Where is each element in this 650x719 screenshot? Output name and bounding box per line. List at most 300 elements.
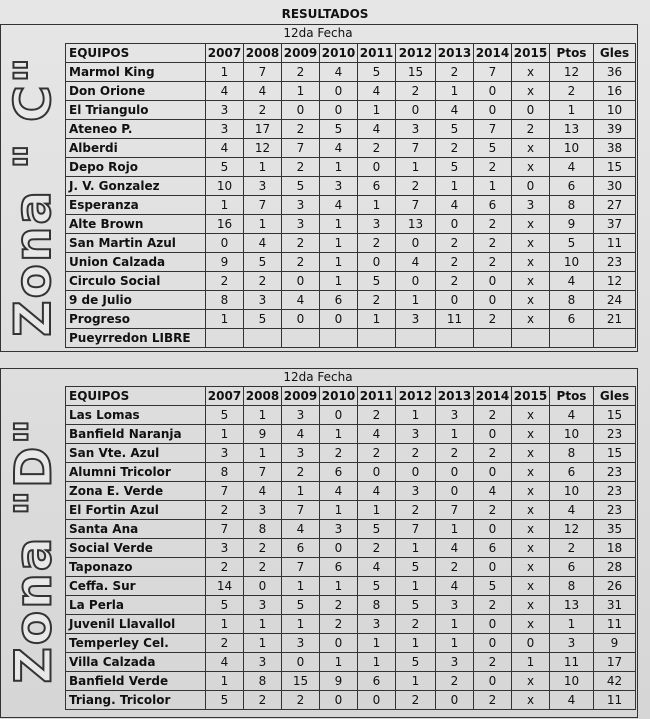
- team-name: Social Verde: [66, 539, 206, 558]
- cell-2015: x: [512, 615, 550, 634]
- cell-2015: x: [512, 596, 550, 615]
- table-row: [66, 177, 636, 196]
- cell-2014: 5: [474, 139, 512, 158]
- cell-2007: 1: [206, 196, 244, 215]
- cell-2014: 2: [474, 596, 512, 615]
- team-name: 9 de Julio: [66, 291, 206, 310]
- cell-2013: 1: [436, 520, 474, 539]
- cell-2013: 0: [436, 463, 474, 482]
- cell-2010: [320, 329, 358, 348]
- cell-2013: 2: [436, 234, 474, 253]
- team-name: San Martin Azul: [66, 234, 206, 253]
- cell-2010: 1: [320, 234, 358, 253]
- team-name: Banfield Naranja: [66, 425, 206, 444]
- cell-2009: 1: [282, 482, 320, 501]
- header-2008: 2008: [244, 44, 282, 63]
- cell-2010: 1: [320, 215, 358, 234]
- cell-2010: 1: [320, 501, 358, 520]
- cell-ptos: 10: [550, 482, 594, 501]
- header-2010: 2010: [320, 387, 358, 406]
- cell-gles: 11: [594, 691, 636, 710]
- cell-2012: 15: [396, 63, 436, 82]
- cell-2007: 1: [206, 63, 244, 82]
- cell-2011: 8: [358, 596, 396, 615]
- cell-2010: 5: [320, 120, 358, 139]
- cell-2015: 2: [512, 120, 550, 139]
- cell-2008: 7: [244, 63, 282, 82]
- cell-2007: 10: [206, 177, 244, 196]
- cell-2014: 2: [474, 215, 512, 234]
- cell-2011: 5: [358, 520, 396, 539]
- cell-2009: 0: [282, 653, 320, 672]
- cell-2012: 5: [396, 558, 436, 577]
- cell-2015: x: [512, 539, 550, 558]
- cell-2008: 4: [244, 234, 282, 253]
- team-name: La Perla: [66, 596, 206, 615]
- cell-2007: 1: [206, 615, 244, 634]
- cell-gles: 15: [594, 158, 636, 177]
- cell-ptos: 10: [550, 253, 594, 272]
- cell-2008: 8: [244, 520, 282, 539]
- cell-2014: 5: [474, 577, 512, 596]
- cell-2011: 6: [358, 177, 396, 196]
- table-row: [66, 196, 636, 215]
- cell-ptos: 5: [550, 234, 594, 253]
- cell-2009: 0: [282, 272, 320, 291]
- table-row: [66, 539, 636, 558]
- cell-2012: 2: [396, 82, 436, 101]
- cell-gles: 37: [594, 215, 636, 234]
- cell-gles: 15: [594, 406, 636, 425]
- cell-2009: 4: [282, 291, 320, 310]
- cell-2015: x: [512, 406, 550, 425]
- cell-2014: 2: [474, 406, 512, 425]
- cell-2015: [512, 329, 550, 348]
- cell-2013: 4: [436, 101, 474, 120]
- cell-2008: 7: [244, 463, 282, 482]
- cell-2014: 1: [474, 177, 512, 196]
- cell-2009: 0: [282, 101, 320, 120]
- cell-ptos: 2: [550, 82, 594, 101]
- cell-gles: 36: [594, 63, 636, 82]
- cell-2007: 8: [206, 291, 244, 310]
- cell-ptos: 8: [550, 291, 594, 310]
- team-name: Ceffa. Sur: [66, 577, 206, 596]
- cell-2012: 0: [396, 101, 436, 120]
- team-name: J. V. Gonzalez: [66, 177, 206, 196]
- cell-ptos: 4: [550, 501, 594, 520]
- cell-2015: 3: [512, 196, 550, 215]
- cell-2007: 5: [206, 158, 244, 177]
- cell-2007: 5: [206, 406, 244, 425]
- cell-2012: 0: [396, 234, 436, 253]
- team-name: Las Lomas: [66, 406, 206, 425]
- cell-2008: 1: [244, 215, 282, 234]
- cell-ptos: 12: [550, 63, 594, 82]
- cell-2014: 7: [474, 120, 512, 139]
- team-name: Esperanza: [66, 196, 206, 215]
- table-row: [66, 406, 636, 425]
- zone-c-side-label: [2, 43, 64, 349]
- table-row: [66, 139, 636, 158]
- cell-2011: 1: [358, 196, 396, 215]
- cell-2015: 0: [512, 101, 550, 120]
- cell-2009: 2: [282, 120, 320, 139]
- cell-2011: 3: [358, 215, 396, 234]
- cell-2012: 1: [396, 291, 436, 310]
- cell-2010: 4: [320, 482, 358, 501]
- cell-ptos: 12: [550, 520, 594, 539]
- cell-2015: 0: [512, 634, 550, 653]
- zone-d-table: [65, 386, 636, 710]
- cell-2007: 1: [206, 672, 244, 691]
- cell-gles: 23: [594, 501, 636, 520]
- cell-2007: 2: [206, 634, 244, 653]
- cell-2014: 0: [474, 463, 512, 482]
- cell-2008: 12: [244, 139, 282, 158]
- cell-ptos: 11: [550, 653, 594, 672]
- table-row: [66, 215, 636, 234]
- header-ptos: Ptos: [550, 387, 594, 406]
- table-row: [66, 234, 636, 253]
- cell-2015: x: [512, 63, 550, 82]
- cell-2014: 2: [474, 310, 512, 329]
- team-name: Circulo Social: [66, 272, 206, 291]
- cell-2011: [358, 329, 396, 348]
- cell-2012: 1: [396, 634, 436, 653]
- cell-2009: 3: [282, 406, 320, 425]
- cell-gles: [594, 329, 636, 348]
- cell-gles: 31: [594, 596, 636, 615]
- cell-2007: 16: [206, 215, 244, 234]
- cell-2007: 5: [206, 596, 244, 615]
- header-2015: 2015: [512, 387, 550, 406]
- cell-2015: x: [512, 310, 550, 329]
- header-2011: 2011: [358, 44, 396, 63]
- team-name: El Fortin Azul: [66, 501, 206, 520]
- cell-gles: 9: [594, 634, 636, 653]
- zone-c-name: Zona " C": [4, 55, 62, 337]
- cell-2012: 4: [396, 253, 436, 272]
- cell-2012: 3: [396, 425, 436, 444]
- cell-2008: 3: [244, 596, 282, 615]
- cell-2011: 4: [358, 482, 396, 501]
- cell-2013: 7: [436, 501, 474, 520]
- cell-ptos: 4: [550, 691, 594, 710]
- cell-2010: 0: [320, 634, 358, 653]
- cell-2015: x: [512, 577, 550, 596]
- cell-2013: 2: [436, 558, 474, 577]
- table-header-row: [66, 387, 636, 406]
- cell-2013: 4: [436, 539, 474, 558]
- cell-gles: 26: [594, 577, 636, 596]
- cell-2012: 5: [396, 596, 436, 615]
- cell-gles: 23: [594, 253, 636, 272]
- cell-2011: 4: [358, 82, 396, 101]
- cell-2013: 11: [436, 310, 474, 329]
- cell-2009: 15: [282, 672, 320, 691]
- cell-2013: 2: [436, 63, 474, 82]
- cell-ptos: 4: [550, 272, 594, 291]
- cell-2008: 9: [244, 425, 282, 444]
- cell-2013: 5: [436, 158, 474, 177]
- cell-2011: 1: [358, 653, 396, 672]
- team-name: Depo Rojo: [66, 158, 206, 177]
- cell-2014: 2: [474, 501, 512, 520]
- cell-2009: 2: [282, 463, 320, 482]
- cell-2011: 2: [358, 234, 396, 253]
- cell-gles: 16: [594, 82, 636, 101]
- header-2014: 2014: [474, 44, 512, 63]
- cell-gles: 35: [594, 520, 636, 539]
- cell-gles: 24: [594, 291, 636, 310]
- cell-2008: 3: [244, 177, 282, 196]
- table-row: [66, 329, 636, 348]
- cell-2013: 1: [436, 615, 474, 634]
- cell-2013: 4: [436, 577, 474, 596]
- cell-2010: 0: [320, 310, 358, 329]
- table-row: [66, 501, 636, 520]
- cell-2013: 0: [436, 215, 474, 234]
- cell-2008: 5: [244, 253, 282, 272]
- cell-2008: 0: [244, 577, 282, 596]
- cell-2013: 3: [436, 653, 474, 672]
- table-row: [66, 291, 636, 310]
- cell-2008: 2: [244, 272, 282, 291]
- cell-2011: 3: [358, 615, 396, 634]
- header-2007: 2007: [206, 387, 244, 406]
- cell-2012: 0: [396, 272, 436, 291]
- cell-2015: x: [512, 234, 550, 253]
- cell-2015: x: [512, 520, 550, 539]
- team-name: El Triangulo: [66, 101, 206, 120]
- cell-2015: x: [512, 444, 550, 463]
- page-title: RESULTADOS: [281, 7, 369, 21]
- cell-2014: 0: [474, 291, 512, 310]
- cell-2008: 1: [244, 158, 282, 177]
- cell-2012: 7: [396, 196, 436, 215]
- cell-ptos: 10: [550, 672, 594, 691]
- cell-ptos: 13: [550, 596, 594, 615]
- cell-2013: 0: [436, 291, 474, 310]
- cell-2010: 4: [320, 139, 358, 158]
- cell-2013: 2: [436, 139, 474, 158]
- cell-2013: 1: [436, 634, 474, 653]
- cell-2009: 3: [282, 444, 320, 463]
- cell-2009: 2: [282, 63, 320, 82]
- cell-2014: 7: [474, 63, 512, 82]
- header-2013: 2013: [436, 44, 474, 63]
- cell-2008: 2: [244, 558, 282, 577]
- cell-2011: 4: [358, 558, 396, 577]
- cell-2013: 0: [436, 691, 474, 710]
- cell-2010: 0: [320, 82, 358, 101]
- cell-2009: 7: [282, 501, 320, 520]
- header-gles: Gles: [594, 44, 636, 63]
- cell-2009: 2: [282, 253, 320, 272]
- cell-2010: 0: [320, 101, 358, 120]
- cell-2012: 2: [396, 444, 436, 463]
- team-name: Union Calzada: [66, 253, 206, 272]
- cell-2009: [282, 329, 320, 348]
- table-row: [66, 310, 636, 329]
- team-name: Pueyrredon LIBRE: [66, 329, 206, 348]
- cell-2008: 3: [244, 291, 282, 310]
- cell-2008: 8: [244, 672, 282, 691]
- cell-2012: 3: [396, 482, 436, 501]
- cell-2013: 1: [436, 425, 474, 444]
- cell-2008: 4: [244, 482, 282, 501]
- cell-ptos: 1: [550, 615, 594, 634]
- cell-2010: 1: [320, 272, 358, 291]
- cell-ptos: 4: [550, 158, 594, 177]
- cell-2011: 5: [358, 63, 396, 82]
- cell-ptos: 10: [550, 425, 594, 444]
- cell-2011: 1: [358, 310, 396, 329]
- cell-2008: 4: [244, 82, 282, 101]
- table-header-row: [66, 44, 636, 63]
- cell-2014: 2: [474, 158, 512, 177]
- cell-2012: 2: [396, 501, 436, 520]
- cell-2010: 0: [320, 539, 358, 558]
- cell-2014: 2: [474, 444, 512, 463]
- header-2011: 2011: [358, 387, 396, 406]
- cell-gles: 21: [594, 310, 636, 329]
- cell-2015: x: [512, 158, 550, 177]
- cell-2007: 8: [206, 463, 244, 482]
- cell-2010: 4: [320, 196, 358, 215]
- cell-2015: x: [512, 139, 550, 158]
- cell-ptos: 2: [550, 539, 594, 558]
- cell-2014: 0: [474, 634, 512, 653]
- cell-2008: 1: [244, 634, 282, 653]
- team-name: Triang. Tricolor: [66, 691, 206, 710]
- cell-2012: 1: [396, 406, 436, 425]
- cell-2009: 1: [282, 82, 320, 101]
- header-ptos: Ptos: [550, 44, 594, 63]
- cell-2011: 0: [358, 691, 396, 710]
- table-row: [66, 615, 636, 634]
- cell-2009: 5: [282, 177, 320, 196]
- cell-2007: 4: [206, 653, 244, 672]
- cell-gles: 39: [594, 120, 636, 139]
- cell-2014: 0: [474, 558, 512, 577]
- cell-2012: 1: [396, 577, 436, 596]
- team-name: Temperley Cel.: [66, 634, 206, 653]
- cell-2012: 2: [396, 615, 436, 634]
- header-equipos: EQUIPOS: [66, 44, 206, 63]
- cell-2015: x: [512, 425, 550, 444]
- header-2015: 2015: [512, 44, 550, 63]
- header-2014: 2014: [474, 387, 512, 406]
- cell-2008: 2: [244, 539, 282, 558]
- cell-2009: 7: [282, 558, 320, 577]
- table-row: [66, 634, 636, 653]
- cell-2010: 0: [320, 406, 358, 425]
- table-row: [66, 672, 636, 691]
- table-row: [66, 158, 636, 177]
- team-name: Villa Calzada: [66, 653, 206, 672]
- cell-gles: 11: [594, 615, 636, 634]
- cell-2007: [206, 329, 244, 348]
- cell-2010: 1: [320, 253, 358, 272]
- cell-2013: [436, 329, 474, 348]
- cell-2014: 6: [474, 539, 512, 558]
- cell-2009: 2: [282, 234, 320, 253]
- header-2007: 2007: [206, 44, 244, 63]
- cell-2011: 0: [358, 253, 396, 272]
- header-equipos: EQUIPOS: [66, 387, 206, 406]
- cell-2010: 3: [320, 520, 358, 539]
- cell-2007: 14: [206, 577, 244, 596]
- cell-2008: 2: [244, 691, 282, 710]
- team-name: Zona E. Verde: [66, 482, 206, 501]
- cell-2015: x: [512, 291, 550, 310]
- zone-d-side-label: [2, 386, 64, 714]
- cell-2015: x: [512, 253, 550, 272]
- cell-2014: 0: [474, 82, 512, 101]
- cell-2013: 3: [436, 596, 474, 615]
- cell-2011: 2: [358, 539, 396, 558]
- cell-2011: 6: [358, 672, 396, 691]
- cell-2010: 0: [320, 691, 358, 710]
- cell-2014: 4: [474, 482, 512, 501]
- header-2012: 2012: [396, 44, 436, 63]
- cell-2014: 2: [474, 691, 512, 710]
- team-name: Don Orione: [66, 82, 206, 101]
- cell-2010: 9: [320, 672, 358, 691]
- cell-2011: 4: [358, 425, 396, 444]
- cell-2008: 7: [244, 196, 282, 215]
- header-2008: 2008: [244, 387, 282, 406]
- cell-2012: 2: [396, 177, 436, 196]
- cell-ptos: 9: [550, 215, 594, 234]
- table-row: [66, 272, 636, 291]
- table-row: [66, 520, 636, 539]
- team-name: Marmol King: [66, 63, 206, 82]
- cell-2010: 6: [320, 291, 358, 310]
- cell-2010: 2: [320, 596, 358, 615]
- cell-2007: 3: [206, 444, 244, 463]
- cell-2007: 3: [206, 539, 244, 558]
- table-row: [66, 253, 636, 272]
- cell-gles: 42: [594, 672, 636, 691]
- table-row: [66, 82, 636, 101]
- cell-2015: x: [512, 691, 550, 710]
- cell-2012: 5: [396, 653, 436, 672]
- cell-ptos: 8: [550, 444, 594, 463]
- cell-2012: 7: [396, 139, 436, 158]
- cell-2014: 2: [474, 653, 512, 672]
- cell-gles: 10: [594, 101, 636, 120]
- cell-2011: 2: [358, 406, 396, 425]
- cell-ptos: 8: [550, 196, 594, 215]
- cell-2007: 4: [206, 82, 244, 101]
- cell-gles: 17: [594, 653, 636, 672]
- team-name: San Vte. Azul: [66, 444, 206, 463]
- cell-2013: 5: [436, 120, 474, 139]
- cell-2010: 1: [320, 577, 358, 596]
- team-name: Taponazo: [66, 558, 206, 577]
- zone-c-fecha: 12da Fecha: [283, 26, 353, 40]
- cell-2015: x: [512, 558, 550, 577]
- cell-2010: 6: [320, 463, 358, 482]
- cell-2011: 5: [358, 272, 396, 291]
- header-2009: 2009: [282, 44, 320, 63]
- cell-2010: 1: [320, 158, 358, 177]
- cell-2007: 1: [206, 425, 244, 444]
- team-name: Alberdi: [66, 139, 206, 158]
